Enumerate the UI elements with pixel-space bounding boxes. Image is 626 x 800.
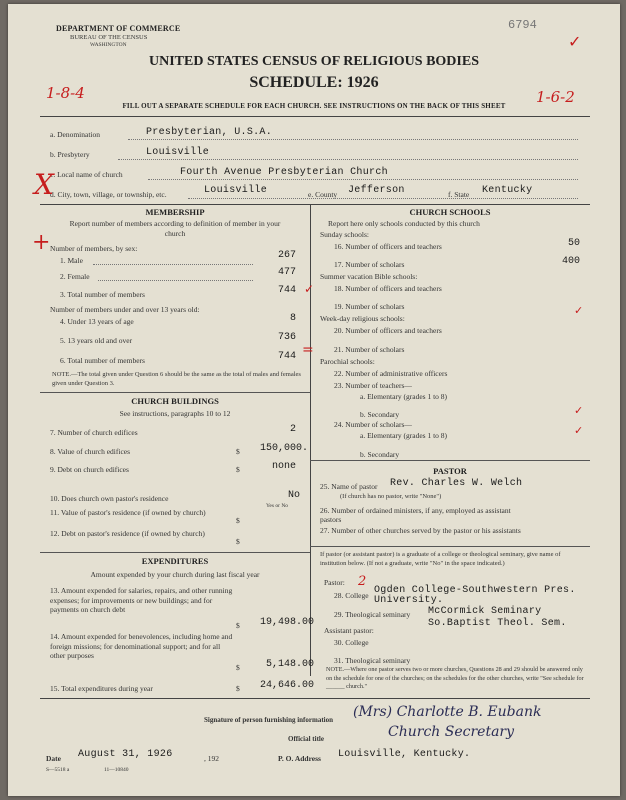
dollar-sign: $ [236,516,240,525]
red-tick-mark: ✓ [574,424,584,437]
signature-label: Signature of person furnishing information [204,716,333,724]
q11-label: 11. Value of pastor's residence (if owned by church) [50,508,206,517]
buildings-title: CHURCH BUILDINGS [131,396,219,406]
q19-label: 19. Number of scholars [334,302,405,311]
city-field-label: d. City, town, village, or township, etc. [50,190,167,199]
weekday-label: Week-day religious schools: [320,314,405,323]
pastor-title: PASTOR [433,466,467,476]
column-divider [310,204,311,676]
q8-label: 8. Value of church edifices [50,447,131,456]
red-plus-mark: + [32,230,51,255]
date-value: August 31, 1926 [78,749,173,760]
asst-pastor-label: Assistant pastor: [324,626,374,635]
divider [310,460,590,461]
q13-label: 13. Amount expended for salaries, repairs, and other running expenses; for improvements or new buildings; and for payments on church debt [50,586,233,614]
q26-label: 26. Number of ordained ministers, if any, employed as assistant pastors [320,506,511,524]
q7-label: 7. Number of church edifices [50,428,138,437]
dollar-sign: $ [236,621,240,630]
schedule-title: SCHEDULE: 1926 [249,74,379,91]
q29-label: 29. Theological seminary [334,610,411,619]
divider [40,552,310,553]
under13-value: 8 [289,313,296,324]
dollar-sign: $ [236,663,240,672]
q12-label: 12. Debt on pastor's residence (if owned by church) [50,529,205,538]
q17-label: 17. Number of scholars [334,260,405,269]
male-label: 1. Male [60,256,83,265]
stamp-number: 6794 [508,18,537,32]
male-value: 267 [277,250,296,261]
q16-value: 50 [567,238,580,249]
q28-value: Ogden College-Southwestern Pres. University. [374,585,576,606]
dollar-sign: $ [236,465,240,474]
date-label: Date [46,754,61,763]
pastor-mark: 2 [358,574,367,589]
q21-label: 21. Number of scholars [334,345,405,354]
over13-value: 736 [277,332,296,343]
total-label: 3. Total number of members [60,290,145,299]
membership-title: MEMBERSHIP [145,207,205,217]
q9-value: none [271,461,296,472]
red-tick-mark: ✓ [304,282,315,296]
local-name-value: Fourth Avenue Presbyterian Church [180,167,388,178]
q18-label: 18. Number of officers and teachers [334,284,442,293]
state-label: f. State [448,190,470,199]
by-sex-label: Number of members, by sex: [50,244,138,253]
mark-left: 1-8-4 [46,84,85,102]
denomination-value: Presbyterian, U.S.A. [146,127,273,138]
female-value: 477 [277,267,296,278]
q27-label: 27. Number of other churches served by the pastor or his assistants [320,526,521,535]
check-mark-icon: ✓ [568,32,582,51]
buildings-sub: See instructions, paragraphs 10 to 12 [119,409,231,418]
q9-label: 9. Debt on church edifices [50,465,129,474]
date-suffix: , 192 [204,754,219,763]
dotted-line [98,280,253,281]
total6-value: 744 [277,351,296,362]
total-value: 744 [277,285,296,296]
dotted-line [118,159,578,160]
dept-label: DEPARTMENT OF COMMERCE [56,24,181,33]
state-value: Kentucky [482,185,533,196]
dollar-sign: $ [236,684,240,693]
q13-value: 19,498.00 [259,617,314,628]
presbytery-label: b. Presbytery [50,150,90,159]
print-number: 11—10840 [104,767,129,773]
red-x-mark: X [34,168,54,201]
sunday-label: Sunday schools: [320,230,369,239]
dollar-sign: $ [236,447,240,456]
parochial-label: Parochial schools: [320,357,375,366]
signature-value: (Mrs) Charlotte B. Eubank [353,704,542,720]
schools-title: CHURCH SCHOOLS [409,207,491,217]
summer-label: Summer vacation Bible schools: [320,272,418,281]
po-label: P. O. Address [278,754,321,763]
city-field-value: Louisville [204,185,268,196]
q8-value: 150,000. [259,443,308,454]
q24a-label: a. Elementary (grades 1 to 8) [360,431,448,440]
denomination-label: a. Denomination [50,130,100,139]
county-value: Jefferson [348,185,405,196]
q17-value: 400 [561,256,580,267]
bureau-label: BUREAU OF THE CENSUS [70,34,148,41]
yes-no-hint: Yes or No [266,503,289,509]
form-number: S—5518 a [46,767,70,773]
q25-value: Rev. Charles W. Welch [390,478,523,489]
q10-value: No [287,490,300,501]
red-tick-mark: ✓ [574,304,584,317]
q24b-label: b. Secondary [360,450,400,459]
q30-label: 30. College [334,638,369,647]
q15-label: 15. Total expenditures during year [50,684,153,693]
form-title: UNITED STATES CENSUS OF RELIGIOUS BODIES [148,54,479,69]
q28-label: 28. College [334,591,369,600]
q15-value: 24,646.00 [259,680,314,691]
over13-label: 5. 13 years old and over [60,336,133,345]
red-equals-mark: = [302,342,314,358]
divider [40,698,590,699]
divider [40,204,590,205]
q20-label: 20. Number of officers and teachers [334,326,442,335]
q23a-label: a. Elementary (grades 1 to 8) [360,392,448,401]
dotted-line [128,139,578,140]
official-title-label: Official title [288,735,324,743]
under13-label: 4. Under 13 years of age [60,317,134,326]
q10-label: 10. Does church own pastor's residence [50,494,169,503]
female-label: 2. Female [60,272,90,281]
local-name-label: c. Local name of church [50,170,123,179]
dotted-line [148,179,578,180]
expenditures-sub: Amount expended by your church during last fiscal year [90,570,260,579]
instruction-line: FILL OUT A SEPARATE SCHEDULE FOR EACH CHURCH. SEE INSTRUCTIONS ON THE BACK OF THIS SHEET [122,102,506,110]
q29-value-a: McCormick Seminary [428,606,542,617]
q16-label: 16. Number of officers and teachers [334,242,442,251]
dollar-sign: $ [236,537,240,546]
county-label: e. County [308,190,338,199]
divider [40,116,590,117]
q22-label: 22. Number of administrative officers [334,369,448,378]
q29-value-b: So.Baptist Theol. Sem. [428,618,567,629]
pastor-label: Pastor: [324,578,345,587]
divider [310,546,590,547]
presbytery-value: Louisville [146,147,210,158]
q14-label: 14. Amount expended for benevolences, including home and foreign missions; for denominational support; and for all other purposes [50,632,233,660]
q31-label: 31. Theological seminary [334,656,411,665]
q25-note: (If church has no pastor, write "None") [340,493,442,500]
red-tick-mark: ✓ [574,404,584,417]
census-schedule-page [8,4,620,796]
schools-intro: Report here only schools conducted by this church [328,219,480,228]
q25-label: 25. Name of pastor [320,482,378,491]
graduate-note: If pastor (or assistant pastor) is a graduate of a college or theological seminary, give name of institution below. (If not a graduate, write "No" in the space indicated.) [320,551,561,567]
city-label: WASHINGTON [90,42,127,48]
membership-note: NOTE.—The total given under Question 6 should be the same as the total of males and females given under Question 3. [52,371,301,387]
dotted-line [188,198,578,199]
total6-label: 6. Total number of members [60,356,145,365]
mark-right: 1-6-2 [536,88,575,106]
q23-label: 23. Number of teachers— [334,381,412,390]
po-value: Louisville, Kentucky. [338,749,471,760]
pastor-note: NOTE.—Where one pastor serves two or more churches, Questions 28 and 29 should be answered only on the schedule for one of the churches; on the schedules for the other churches, write "See schedule for ______ church." [326,666,584,690]
age-intro: Number of members under and over 13 years old: [50,305,200,314]
expenditures-title: EXPENDITURES [141,556,209,566]
q14-value: 5,148.00 [265,659,314,670]
official-title-value: Church Secretary [388,724,515,740]
q24-label: 24. Number of scholars— [334,420,412,429]
membership-intro: Report number of members according to definition of member in your church [69,219,281,238]
q7-value: 2 [289,424,296,435]
dotted-line [93,264,253,265]
divider [40,392,310,393]
q23b-label: b. Secondary [360,410,400,419]
